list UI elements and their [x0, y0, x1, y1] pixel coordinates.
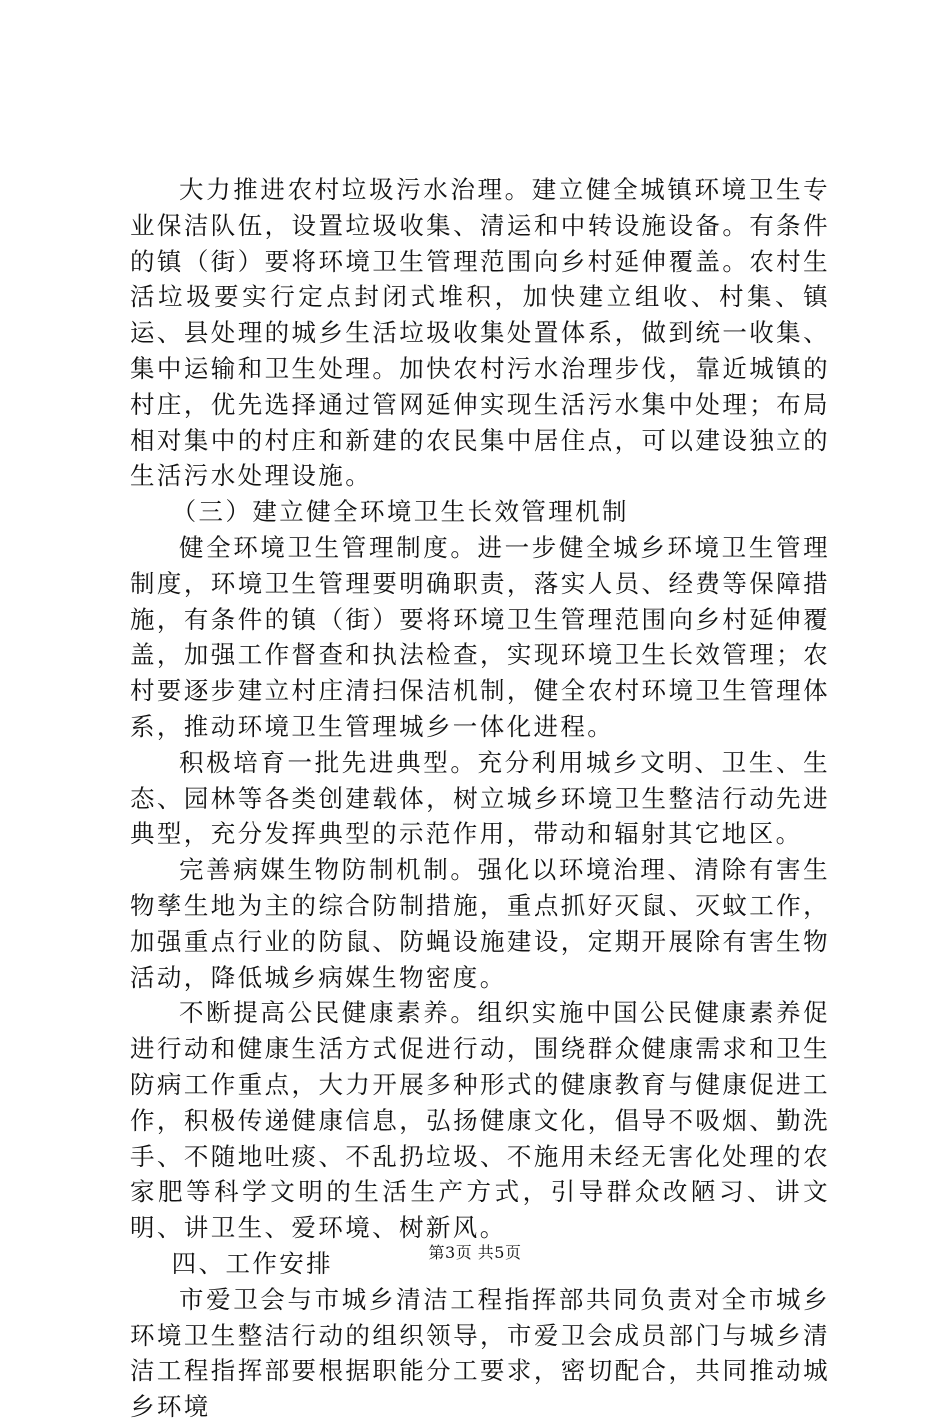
paragraph-vector-control: 完善病媒生物防制机制。强化以环境治理、清除有害生物孳生地为主的综合防制措施，重点抓好灭鼠、灭蚊工作，加强重点行业的防鼠、防蝇设施建设，定期开展除有害生物活动，降低城乡病媒生物密度。 [130, 855, 830, 992]
paragraph-rural-waste: 大力推进农村垃圾污水治理。建立健全城镇环境卫生专业保洁队伍，设置垃圾收集、清运和中转设施设备。有条件的镇（街）要将环境卫生管理范围向乡村延伸覆盖。农村生活垃圾要实行定点封闭式堆积，加快建立组收、村集、镇运、县处理的城乡生活垃圾收集处置体系，做到统一收集、集中运输和卫生处理。加快农村污水治理步伐，靠近城镇的村庄，优先选择通过管网延伸实现生活污水集中处理；布局相对集中的村庄和新建的农民集中居住点，可以建设独立的生活污水处理设施。 [130, 175, 830, 491]
paragraph-typical-models: 积极培育一批先进典型。充分利用城乡文明、卫生、生态、园林等各类创建载体，树立城乡环境卫生整洁行动先进典型，充分发挥典型的示范作用，带动和辐射其它地区。 [130, 747, 830, 849]
page-footer: 第3页 共5页 [428, 1243, 522, 1262]
document-body [130, 172, 830, 1425]
section-heading-4: 四、工作安排 [171, 1248, 334, 1278]
paragraph-work-arrangement: 市爱卫会与市城乡清洁工程指挥部共同负责对全市城乡环境卫生整洁行动的组织领导，市爱卫会成员部门与城乡清洁工程指挥部要根据职能分工要求，密切配合，共同推动城乡环境 [130, 1284, 830, 1422]
paragraph-management-system: 健全环境卫生管理制度。进一步健全城乡环境卫生管理制度，环境卫生管理要明确职责，落实人员、经费等保障措施，有条件的镇（街）要将环境卫生管理范围向乡村延伸覆盖，加强工作督查和执法检查，实现环境卫生长效管理；农村要逐步建立村庄清扫保洁机制，健全农村环境卫生管理体系，推动环境卫生管理城乡一体化进程。 [130, 532, 830, 741]
section-heading-3: （三）建立健全环境卫生长效管理机制 [171, 497, 629, 527]
paragraph-health-literacy: 不断提高公民健康素养。组织实施中国公民健康素养促进行动和健康生活方式促进行动，围绕群众健康需求和卫生防病工作重点，大力开展多种形式的健康教育与健康促进工作，积极传递健康信息，弘扬健康文化，倡导不吸烟、勤洗手、不随地吐痰、不乱扔垃圾、不施用未经无害化处理的农家肥等科学文明的生活生产方式，引导群众改陋习、讲文明、讲卫生、爱环境、树新风。 [130, 998, 830, 1243]
